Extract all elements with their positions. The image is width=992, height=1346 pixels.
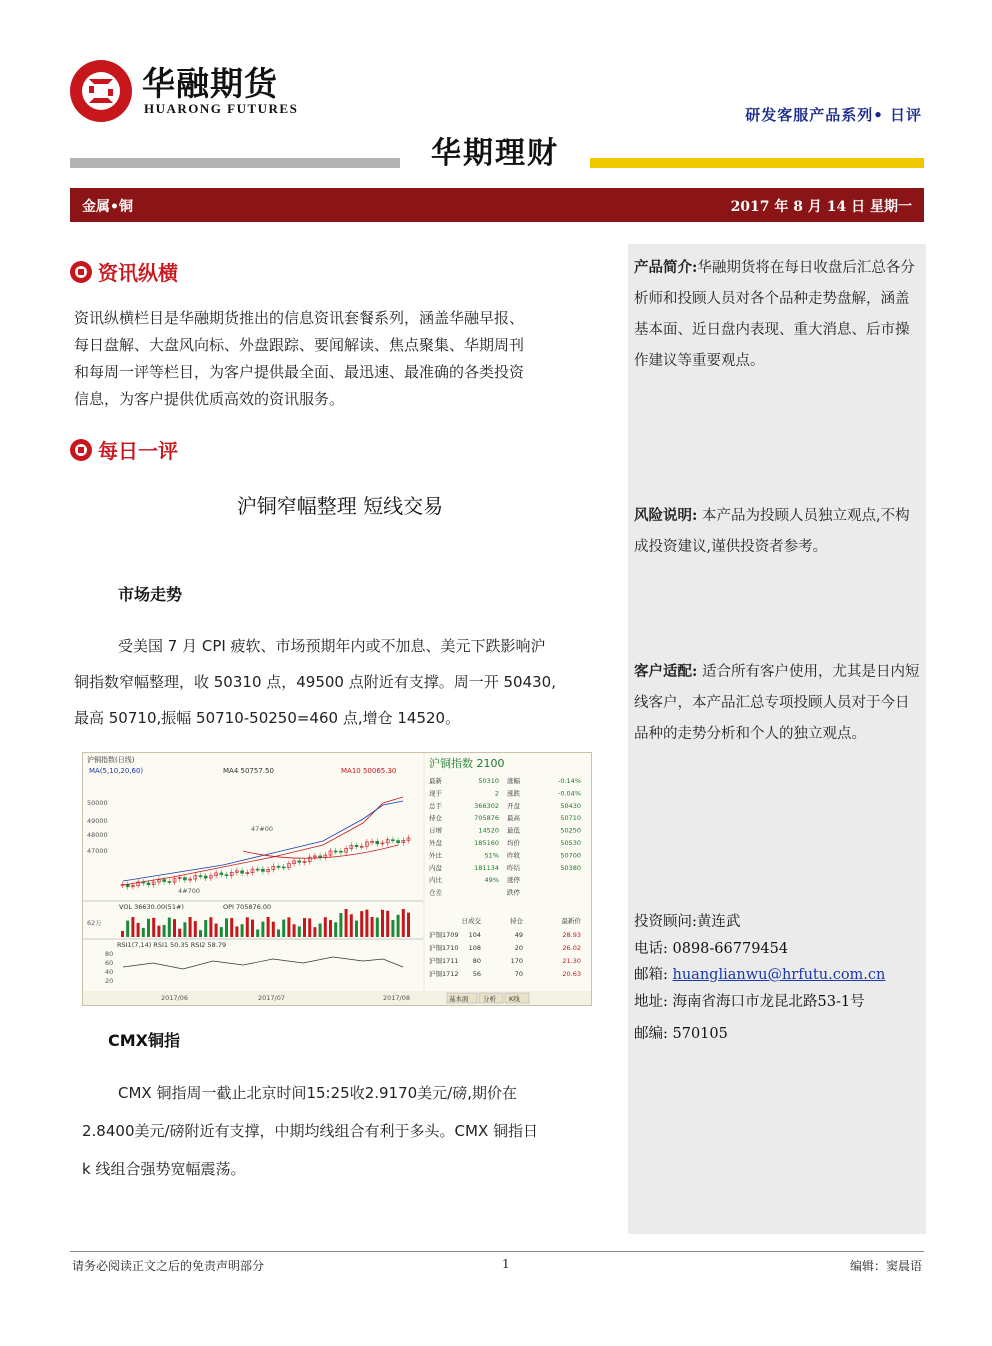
contract-cell: 49 (514, 931, 523, 939)
x-date: 2017/06 (161, 994, 189, 1002)
contract-cell: 20 (514, 944, 523, 952)
candle (147, 883, 150, 885)
client-suitability: 客户适配: 适合所有客户使用，尤其是日内短线客户，本产品汇总专项投顾人员对于今日品种的走势分析和个人的独立观点。 (634, 663, 920, 742)
quote-value: 50710 (560, 814, 581, 823)
volume-bar (277, 929, 280, 937)
quote-label: 现手 (429, 789, 442, 798)
company-name-en: HUARONG FUTURES (144, 101, 299, 116)
chart-tab[interactable]: 分析 (483, 995, 496, 1003)
quote-label: 最低 (507, 826, 520, 835)
price-level: 49000 (87, 817, 108, 825)
volume-bar (334, 922, 337, 937)
quote-value: 50380 (560, 863, 581, 872)
volume-bar (402, 909, 405, 937)
volume-bar (157, 926, 160, 937)
volume-bar (360, 911, 363, 937)
volume-bar (267, 917, 270, 937)
contract-cell: 80 (472, 957, 481, 965)
candle (261, 869, 264, 871)
quote-label: 涨幅 (507, 777, 520, 785)
volume-bar (319, 924, 322, 937)
candle (376, 841, 379, 844)
brand-title: 华期理财 (431, 136, 559, 171)
contract-cell: 108 (468, 944, 481, 952)
chart-tab[interactable]: K线 (509, 995, 520, 1003)
section-title-news: 资讯纵横 (70, 257, 178, 286)
volume-bar (241, 924, 244, 937)
opi-label: OPI 705876.00 (223, 903, 272, 911)
volume-bar (407, 913, 410, 937)
quote-value: -0.04% (558, 789, 581, 798)
quote-value: 366302 (474, 801, 499, 810)
ma10-label: MA10 50065.30 (341, 767, 397, 775)
volume-bar (282, 920, 285, 937)
company-logo-icon (70, 60, 132, 122)
quote-label: 涨跌 (507, 789, 520, 798)
contract-header: 持仓 (510, 917, 523, 925)
quote-label: 最高 (507, 814, 520, 823)
contract-header: 日成交 (461, 917, 481, 925)
volume-bar (386, 911, 389, 937)
vol-label: VOL 36630.00(51#) (119, 903, 184, 911)
candle (391, 840, 394, 841)
email-link[interactable]: huanglianwu@hrfutu.com.cn (672, 967, 886, 983)
footer-editor: 编辑：窦晨语 (849, 1259, 922, 1273)
volume-bar (173, 919, 176, 937)
contract-cell: 沪铜1712 (429, 970, 459, 978)
quote-label: 内比 (429, 876, 442, 885)
article-headline: 沪铜窄幅整理 短线交易 (236, 494, 444, 518)
volume-bar (235, 926, 238, 937)
volume-bar (350, 914, 353, 937)
volume-bar (142, 928, 145, 937)
volume-bar (391, 920, 394, 937)
company-name-cn: 华融期货 (142, 64, 278, 103)
contract-cell: 20.63 (562, 970, 581, 978)
volume-bar (183, 922, 186, 937)
volume-bar (225, 918, 228, 937)
volume-bar (152, 918, 155, 937)
volume-bar (272, 922, 275, 937)
candle (319, 856, 322, 858)
candle (225, 875, 228, 876)
quote-label: 持仓 (429, 814, 442, 823)
quote-value: 49% (484, 876, 499, 885)
quote-value: 2 (494, 789, 499, 798)
copper-index-chart (82, 752, 592, 1006)
footer-disclaimer: 请务必阅读正文之后的免责声明部分 (72, 1259, 265, 1273)
volume-bar (168, 918, 171, 937)
contract-header: 最新价 (561, 917, 581, 925)
ma-label: MA(5,10,20,60) (89, 767, 144, 775)
volume-bar (163, 925, 166, 937)
volume-bar (355, 921, 358, 937)
volume-bar (178, 929, 181, 937)
quote-label: 昨收 (507, 851, 520, 860)
quote-label: 仓差 (429, 888, 442, 897)
quote-label: 昨结 (507, 863, 520, 872)
quote-label: 内盘 (429, 863, 442, 872)
risk-note: 风险说明: 本产品为投顾人员独立观点,不构成投资建议,谨供投资者参考。 (634, 507, 910, 555)
candle (204, 876, 207, 878)
contract-cell: 沪铜1709 (429, 931, 459, 939)
volume-bar (215, 924, 218, 937)
volume-bar (189, 917, 192, 937)
market-paragraph: 受美国 7 月 CPI 疲软、市场预期年内或不加息、美元下跌影响沪 铜指数窄幅整理，收 50310 点，49500 点附近有支撑。周一开 50430, 最高 50710,振幅 50710-50250=460 点,增仓 14520。 (74, 637, 556, 727)
volume-bar (308, 918, 311, 937)
rsi-level: 40 (105, 968, 114, 976)
volume-bar (147, 919, 150, 937)
quote-title: 沪铜指数 2100 (429, 757, 505, 770)
quote-value: 14520 (478, 826, 499, 835)
cmx-subhead: CMX铜指 (108, 1031, 181, 1050)
volume-bar (246, 917, 249, 937)
candle (339, 851, 342, 852)
advisor-email: 邮箱: huanglianwu@hrfutu.com.cn (634, 967, 886, 983)
volume-bar (397, 915, 400, 937)
candle (163, 880, 166, 882)
category-label: 金属•铜 (82, 199, 133, 215)
sidebar (628, 244, 926, 1234)
header-gray-rule (70, 158, 400, 168)
quote-label: 均价 (507, 839, 520, 847)
candle (256, 869, 259, 870)
news-intro-paragraph: 资讯纵横栏目是华融期货推出的信息资讯套餐系列，涵盖华融早报、 每日盘解、大盘风向标、外盘跟踪、要闻解读、焦点聚集、华期周刊 和每周一评等栏目，为客户提供最全面、最迅速、最准确的各类投资 信息，为客户提供优质高效的资讯服务。 (74, 309, 525, 408)
rsi-level: 60 (105, 959, 114, 967)
market-subhead: 市场走势 (118, 585, 183, 604)
volume-bar (194, 921, 197, 937)
contract-cell: 沪铜1710 (429, 944, 459, 952)
quote-value: 51% (484, 851, 499, 860)
vol-level: 62万 (87, 919, 102, 927)
ma4-label: MA4 50757.50 (223, 767, 274, 775)
price-level: 48000 (87, 831, 108, 839)
contract-cell: 沪铜1711 (429, 957, 459, 965)
volume-bar (303, 918, 306, 937)
advisor-phone: 电话: 0898-66779454 (634, 941, 789, 957)
candle (277, 866, 280, 867)
volume-bar (365, 910, 368, 937)
rsi-level: 20 (105, 977, 114, 985)
candle (168, 882, 171, 883)
price-level: 47000 (87, 847, 108, 855)
x-date: 2017/07 (258, 994, 286, 1002)
quote-label: 日增 (429, 826, 442, 835)
contract-cell: 70 (514, 970, 523, 978)
rsi-label: RSI1(7,14) RSI1 50.35 RSI2 58.79 (117, 941, 227, 949)
volume-bar (256, 929, 259, 937)
candle (220, 873, 223, 875)
volume-bar (126, 921, 129, 937)
category-bar (70, 188, 924, 222)
contract-cell: 21.30 (562, 957, 581, 965)
contract-cell: 104 (468, 931, 481, 939)
volume-bar (329, 920, 332, 937)
footer-rule (70, 1251, 924, 1252)
quote-value: 50700 (560, 851, 581, 860)
quote-value: 50530 (560, 839, 581, 847)
product-intro: 产品简介:华融期货将在每日收盘后汇总各分析师和投顾人员对各个品种走势盘解，涵盖基本面、近日盘内表现、重大消息、后市操作建议等重要观点。 (634, 259, 915, 369)
candle (282, 867, 285, 868)
contract-cell: 56 (472, 970, 481, 978)
volume-bar (137, 923, 140, 937)
section-title-daily: 每日一评 (70, 435, 178, 464)
candle (183, 878, 186, 880)
contract-cell: 26.02 (562, 944, 581, 952)
quote-value: 50430 (560, 801, 581, 810)
quote-value: 50250 (560, 826, 581, 835)
candle (298, 861, 301, 862)
candle (199, 876, 202, 877)
quote-value: 185160 (474, 839, 499, 847)
volume-bar (339, 913, 342, 937)
quote-label: 开盘 (507, 801, 520, 810)
candle (334, 851, 337, 852)
x-date: 2017/08 (383, 994, 411, 1002)
mid-label: 47#00 (251, 825, 273, 833)
volume-bar (209, 917, 212, 937)
volume-bar (131, 917, 134, 937)
volume-bar (287, 917, 290, 937)
quote-value: 181134 (474, 863, 499, 872)
volume-bar (261, 922, 264, 937)
low-label: 4#700 (178, 887, 200, 895)
report-date: 2017 年 8 月 14 日 星期一 (730, 199, 912, 215)
quote-value: -0.14% (558, 777, 581, 785)
series-label: 研发客服产品系列• 日评 (745, 106, 922, 124)
quote-label: 外盘 (429, 839, 442, 847)
volume-bar (313, 927, 316, 937)
advisor-postcode: 邮编: 570105 (634, 1026, 728, 1042)
volume-bar (376, 918, 379, 937)
quote-value: 705876 (474, 814, 499, 823)
volume-bar (199, 930, 202, 937)
chart-tab[interactable]: 基本面 (449, 995, 469, 1003)
volume-bar (251, 920, 254, 937)
quote-label: 跌停 (507, 888, 520, 897)
advisor-name: 投资顾问:黄连武 (634, 914, 741, 930)
volume-bar (293, 924, 296, 937)
volume-bar (230, 918, 233, 937)
contract-cell: 28.93 (562, 931, 581, 939)
cmx-paragraph: CMX 铜指周一截止北京时间15:25收2.9170美元/磅,期价在 2.8400美元/磅附近有支撑，中期均线组合有利于多头。CMX 铜指日 k 线组合强势宽幅震荡。 (82, 1084, 539, 1178)
page-number: 1 (502, 1257, 510, 1271)
volume-bar (121, 931, 124, 937)
volume-bar (381, 910, 384, 937)
candle (397, 841, 400, 843)
quote-value: 50310 (478, 777, 499, 785)
rsi-level: 80 (105, 950, 114, 958)
volume-bar (324, 917, 327, 937)
quote-label: 总手 (429, 801, 442, 810)
volume-bar (298, 926, 301, 937)
quote-label: 涨停 (507, 876, 520, 885)
volume-bar (204, 920, 207, 937)
volume-bar (371, 917, 374, 937)
section-logo-icon (70, 261, 92, 283)
candle (241, 871, 244, 873)
quote-label: 外比 (429, 851, 442, 860)
section-logo-icon (70, 439, 92, 461)
quote-label: 最新 (429, 777, 442, 785)
advisor-address: 地址: 海南省海口市龙昆北路53-1号 (634, 994, 865, 1010)
volume-bar (220, 927, 223, 937)
volume-bar (345, 909, 348, 937)
chart-top-label: 沪铜指数(日线) (87, 756, 135, 764)
header-yellow-rule (590, 158, 924, 168)
candle (355, 845, 358, 846)
contract-cell: 170 (510, 957, 523, 965)
price-level: 50000 (87, 799, 108, 807)
